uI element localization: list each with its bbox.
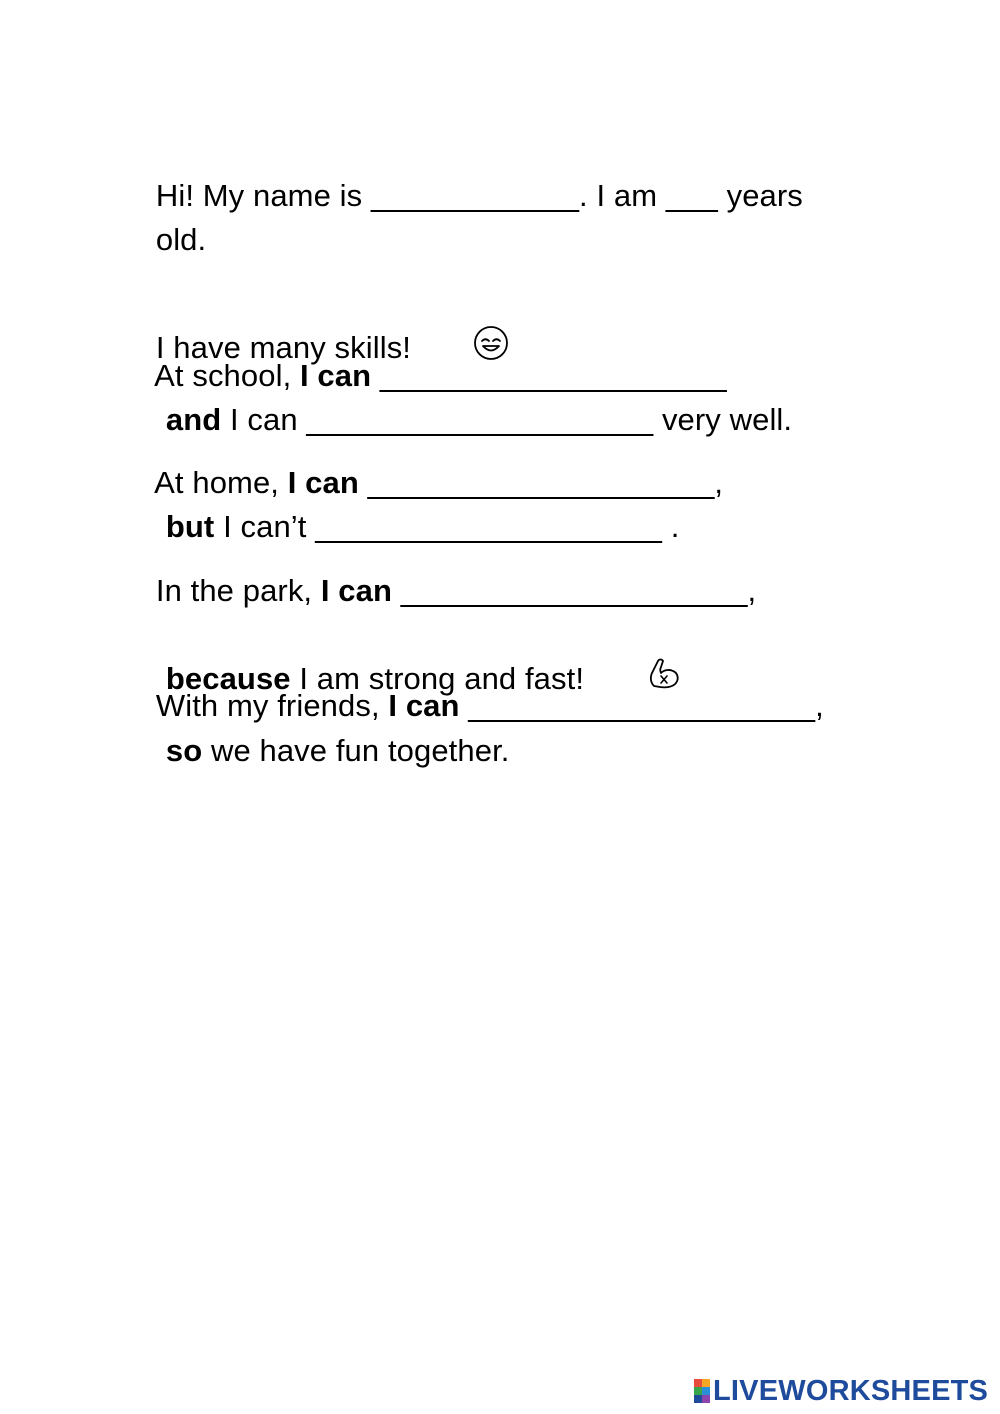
home-i-can: I can bbox=[287, 465, 359, 500]
school-lead: At school, bbox=[154, 358, 300, 393]
liveworksheets-logo-icon bbox=[694, 1379, 710, 1403]
home-lead: At home, bbox=[154, 465, 288, 500]
friends-blank[interactable]: ____________________, bbox=[459, 688, 824, 723]
skills-text: I have many skills! bbox=[155, 330, 412, 366]
school-i-can: I can bbox=[300, 358, 372, 393]
liveworksheets-logo[interactable] bbox=[694, 1375, 988, 1407]
park-blank[interactable]: ____________________, bbox=[392, 573, 757, 608]
school-second-blank[interactable]: I can ____________________ very well. bbox=[221, 402, 793, 437]
liveworksheets-logo-text: LIVEWORKSHEETS bbox=[713, 1375, 989, 1407]
school-blank[interactable]: ____________________ bbox=[371, 358, 727, 393]
park-i-can: I can bbox=[320, 573, 393, 608]
friends-so: so bbox=[165, 733, 203, 768]
friends-line-2 bbox=[131, 697, 510, 805]
home-but: but bbox=[165, 509, 215, 544]
intro-text: Hi! My name is ____________. I am ___ years bbox=[155, 178, 803, 213]
friends-i-can: I can bbox=[388, 688, 460, 723]
intro-text-continued: old. bbox=[155, 222, 207, 257]
home-blank[interactable]: ____________________, bbox=[358, 465, 724, 500]
intro-line-1 bbox=[121, 142, 803, 250]
home-second-blank[interactable]: I can’t ____________________ . bbox=[214, 509, 680, 544]
friends-ending: we have fun together. bbox=[202, 733, 510, 768]
park-because: because bbox=[165, 661, 291, 697]
friends-lead: With my friends, bbox=[155, 688, 389, 723]
school-and: and bbox=[165, 402, 222, 437]
park-reason: I am strong and fast! bbox=[290, 661, 585, 697]
park-lead: In the park, bbox=[155, 573, 321, 608]
